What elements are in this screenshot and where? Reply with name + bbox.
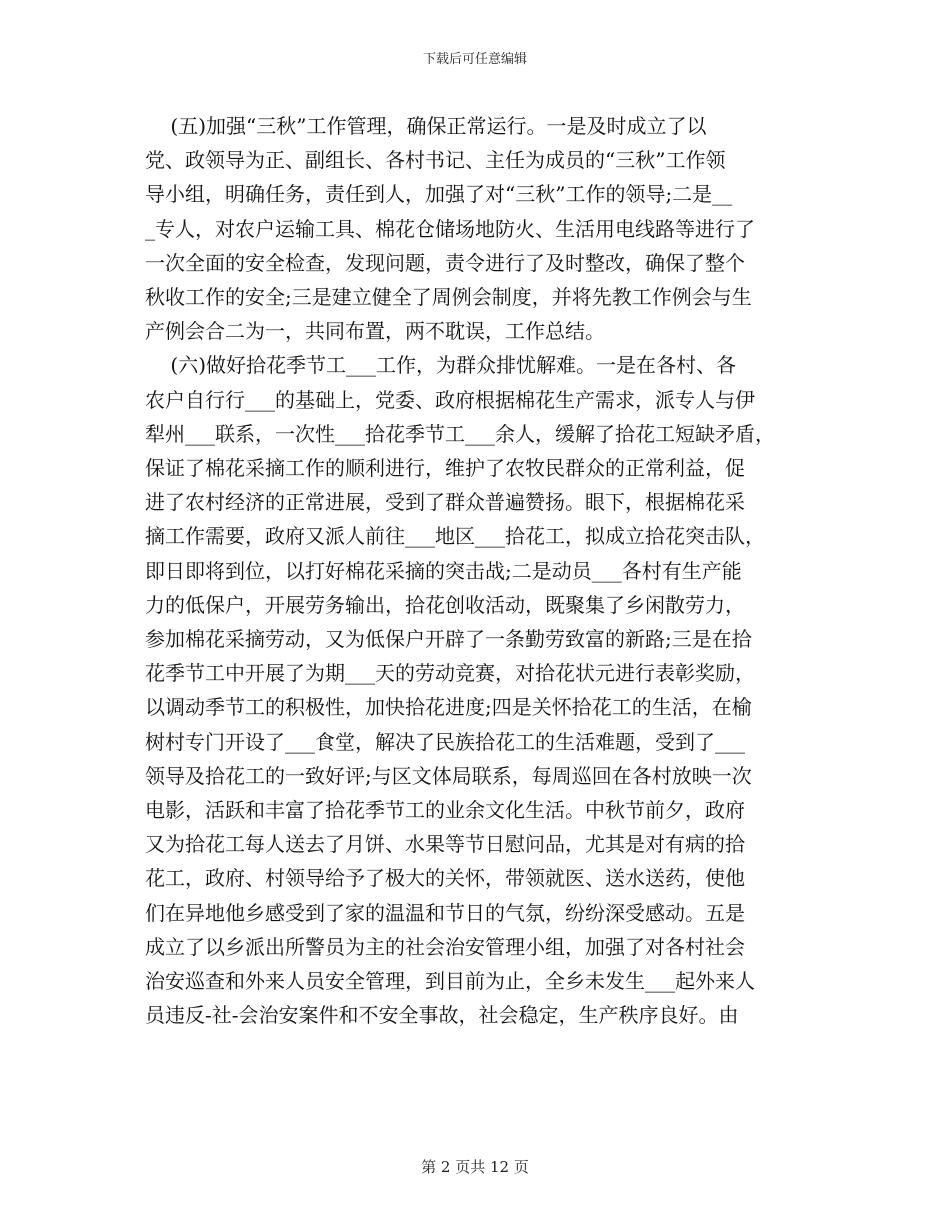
paragraph-line: 力的低保户，开展劳务输出，拾花创收活动，既聚集了乡闲散劳力， (145, 592, 745, 617)
paragraph-line: (六)做好拾花季节工___工作，为群众排忧解难。一是在各村、各 (145, 353, 737, 378)
paragraph-line: 领导及拾花工的一致好评;与区文体局联系，每周巡回在各村放映一次 (145, 763, 752, 788)
paragraph-line: 树村专门开设了___食堂，解决了民族拾花工的生活难题，受到了___ (145, 729, 745, 754)
paragraph-line: 导小组，明确任务，责任到人，加强了对“三秋”工作的领导;二是__ (145, 182, 733, 207)
paragraph-line: 一次全面的安全检查，发现问题，责令进行了及时整改，确保了整个 (145, 250, 745, 275)
paragraph-line: 员违反-社-会治安案件和不安全事故，社会稳定，生产秩序良好。由 (145, 1003, 739, 1028)
paragraph-line: 以调动季节工的积极性，加快拾花进度;四是关怀拾花工的生活，在榆 (145, 695, 752, 720)
paragraph-line: 农户自行行___的基础上，党委、政府根据棉花生产需求，派专人与伊 (145, 387, 755, 412)
paragraph-line: _专人，对农户运输工具、棉花仓储场地防火、生活用电线路等进行了 (145, 216, 755, 241)
paragraph-line: 进了农村经济的正常进展，受到了群众普遍赞扬。眼下，根据棉花采 (145, 490, 745, 515)
paragraph-line: 党、政领导为正、副组长、各村书记、主任为成员的“三秋”工作领 (145, 148, 726, 173)
paragraph-line: 成立了以乡派出所警员为主的社会治安管理小组，加强了对各村社会 (145, 934, 745, 959)
paragraph-line: 即日即将到位，以打好棉花采摘的突击战;二是动员___各村有生产能 (145, 558, 742, 583)
paragraph-line: 们在异地他乡感受到了家的温温和节日的气氛，纷纷深受感动。五是 (145, 900, 745, 925)
paragraph-line: 又为拾花工每人送去了月饼、水果等节日慰问品，尤其是对有病的拾 (145, 832, 745, 857)
paragraph-line: 电影，活跃和丰富了拾花季节工的业余文化生活。中秋节前夕，政府 (145, 798, 745, 822)
paragraph-line: 治安巡查和外来人员安全管理，到目前为止，全乡未发生___起外来人 (145, 969, 755, 993)
paragraph-line: (五)加强“三秋”工作管理，确保正常运行。一是及时成立了以 (145, 114, 707, 138)
paragraph-line: 花工，政府、村领导给予了极大的关怀，带领就医、送水送药，使他 (145, 866, 745, 891)
paragraph-line: 犁州___联系，一次性___拾花季节工___余人，缓解了拾花工短缺矛盾， (145, 421, 775, 446)
paragraph-line: 产例会合二为一，共同布置，两不耽误，工作总结。 (145, 319, 605, 344)
paragraph-line: 秋收工作的安全;三是建立健全了周例会制度，并将先教工作例会与生 (145, 285, 752, 309)
paragraph-line: 参加棉花采摘劳动，又为低保户开辟了一条勤劳致富的新路;三是在拾 (145, 627, 752, 651)
page-header: 下载后可任意编辑 (422, 52, 527, 67)
paragraph-line: 保证了棉花采摘工作的顺利进行，维护了农牧民群众的正常利益，促 (145, 456, 745, 480)
paragraph-line: 摘工作需要，政府又派人前往___地区___拾花工，拟成立拾花突击队， (145, 524, 765, 549)
paragraph-line: 花季节工中开展了为期___天的劳动竞赛，对拾花状元进行表彰奖励， (145, 661, 755, 686)
page-footer-page-number: 第 2 页共 12 页 (421, 1158, 529, 1176)
